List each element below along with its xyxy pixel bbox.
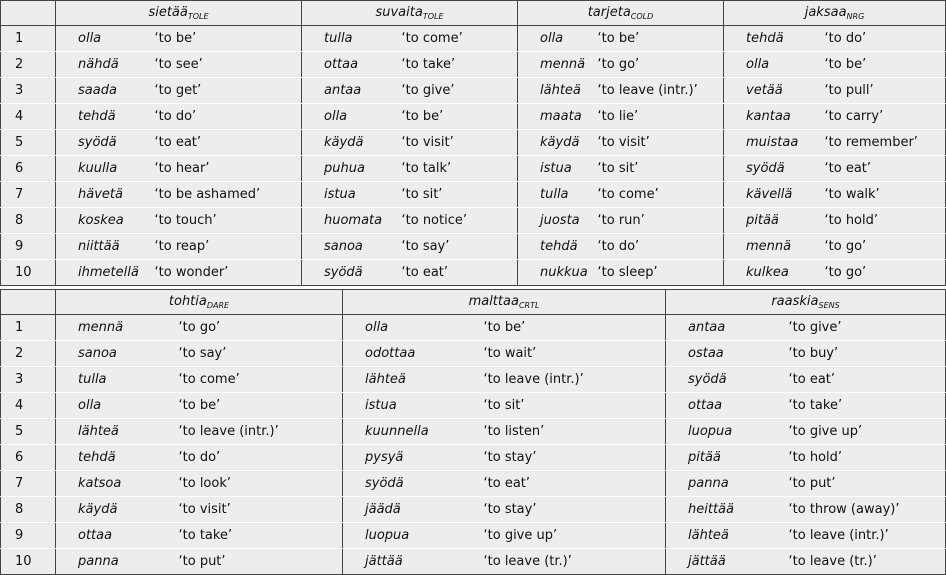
row-number: 7	[1, 182, 56, 208]
row-number: 2	[1, 52, 56, 78]
row-number: 10	[1, 549, 56, 575]
table-row	[1, 445, 946, 471]
finnish-verb: istua	[518, 156, 598, 182]
english-gloss: ‘to pull’	[825, 78, 946, 104]
finnish-verb: koskea	[56, 208, 155, 234]
english-gloss: ‘to go’	[825, 234, 946, 260]
finnish-verb: pitää	[666, 445, 789, 471]
finnish-verb: jättää	[343, 549, 484, 575]
table-row	[1, 523, 946, 549]
english-gloss: ‘to say’	[402, 234, 518, 260]
finnish-verb: ottaa	[666, 393, 789, 419]
finnish-verb: tehdä	[56, 104, 155, 130]
finnish-verb: niittää	[56, 234, 155, 260]
finnish-verb: mennä	[724, 234, 825, 260]
row-number: 9	[1, 523, 56, 549]
english-gloss: ‘to take’	[402, 52, 518, 78]
english-gloss: ‘to talk’	[402, 156, 518, 182]
english-gloss: ‘to do’	[825, 26, 946, 52]
english-gloss: ‘to come’	[598, 182, 724, 208]
english-gloss: ‘to come’	[179, 367, 343, 393]
row-number: 5	[1, 419, 56, 445]
finnish-verb: istua	[302, 182, 402, 208]
english-gloss: ‘to give’	[402, 78, 518, 104]
finnish-verb: tehdä	[56, 445, 179, 471]
english-gloss: ‘to notice’	[402, 208, 518, 234]
english-gloss: ‘to carry’	[825, 104, 946, 130]
row-number: 7	[1, 471, 56, 497]
english-gloss: ‘to hold’	[789, 445, 946, 471]
bottom-verb-table	[0, 289, 946, 575]
english-gloss: ‘to leave (intr.)’	[484, 367, 666, 393]
table-row	[1, 130, 946, 156]
column-header-raaskia: raaskia$_{SENS}$	[666, 290, 946, 315]
finnish-verb: panna	[666, 471, 789, 497]
number-column-header	[1, 290, 56, 315]
english-gloss: ‘to be’	[598, 26, 724, 52]
row-number: 5	[1, 130, 56, 156]
finnish-verb: lähteä	[666, 523, 789, 549]
table-row	[1, 78, 946, 104]
english-gloss: ‘to sit’	[598, 156, 724, 182]
finnish-verb: olla	[518, 26, 598, 52]
finnish-verb: lähteä	[343, 367, 484, 393]
table-row	[1, 419, 946, 445]
table-row	[1, 315, 946, 341]
english-gloss: ‘to give up’	[789, 419, 946, 445]
finnish-verb: kuulla	[56, 156, 155, 182]
finnish-verb: vetää	[724, 78, 825, 104]
table-row	[1, 393, 946, 419]
english-gloss: ‘to go’	[825, 260, 946, 286]
table-row	[1, 497, 946, 523]
bottom-header-row	[1, 290, 946, 315]
finnish-verb: antaa	[302, 78, 402, 104]
number-column-header	[1, 1, 56, 26]
column-header-malttaa: malttaa$_{CRTL}$	[343, 290, 666, 315]
finnish-verb: heittää	[666, 497, 789, 523]
column-header-suvaita: suvaita$_{TOLE}$	[302, 1, 518, 26]
column-header-tarjeta: tarjeta$_{COLD}$	[518, 1, 724, 26]
row-number: 10	[1, 260, 56, 286]
row-number: 4	[1, 104, 56, 130]
english-gloss: ‘to visit’	[402, 130, 518, 156]
finnish-verb: tulla	[302, 26, 402, 52]
finnish-verb: ottaa	[56, 523, 179, 549]
english-gloss: ‘to leave (tr.)’	[484, 549, 666, 575]
english-gloss: ‘to be’	[484, 315, 666, 341]
finnish-verb: panna	[56, 549, 179, 575]
english-gloss: ‘to leave (intr.)’	[598, 78, 724, 104]
finnish-verb: huomata	[302, 208, 402, 234]
row-number: 1	[1, 315, 56, 341]
finnish-verb: luopua	[666, 419, 789, 445]
english-gloss: ‘to do’	[598, 234, 724, 260]
english-gloss: ‘to take’	[179, 523, 343, 549]
english-gloss: ‘to sleep’	[598, 260, 724, 286]
row-number: 6	[1, 445, 56, 471]
finnish-verb: nukkua	[518, 260, 598, 286]
finnish-verb: muistaa	[724, 130, 825, 156]
column-header-sietaa: sietää$_{TOLE}$	[56, 1, 302, 26]
finnish-verb: syödä	[666, 367, 789, 393]
table-row	[1, 260, 946, 286]
finnish-verb: saada	[56, 78, 155, 104]
english-gloss: ‘to go’	[179, 315, 343, 341]
finnish-verb: ostaa	[666, 341, 789, 367]
english-gloss: ‘to reap’	[155, 234, 302, 260]
finnish-verb: kantaa	[724, 104, 825, 130]
finnish-verb: mennä	[56, 315, 179, 341]
table-row	[1, 471, 946, 497]
finnish-verb: juosta	[518, 208, 598, 234]
finnish-verb: odottaa	[343, 341, 484, 367]
english-gloss: ‘to throw (away)’	[789, 497, 946, 523]
finnish-verb: jäädä	[343, 497, 484, 523]
row-number: 8	[1, 208, 56, 234]
english-gloss: ‘to buy’	[789, 341, 946, 367]
table-row	[1, 26, 946, 52]
row-number: 2	[1, 341, 56, 367]
table-row	[1, 341, 946, 367]
english-gloss: ‘to run’	[598, 208, 724, 234]
table-row	[1, 208, 946, 234]
row-number: 3	[1, 367, 56, 393]
english-gloss: ‘to see’	[155, 52, 302, 78]
english-gloss: ‘to be ashamed’	[155, 182, 302, 208]
finnish-verb: käydä	[302, 130, 402, 156]
english-gloss: ‘to wait’	[484, 341, 666, 367]
table-row	[1, 156, 946, 182]
english-gloss: ‘to touch’	[155, 208, 302, 234]
finnish-verb: kävellä	[724, 182, 825, 208]
english-gloss: ‘to come’	[402, 26, 518, 52]
finnish-verb: tehdä	[518, 234, 598, 260]
english-gloss: ‘to get’	[155, 78, 302, 104]
english-gloss: ‘to leave (intr.)’	[179, 419, 343, 445]
english-gloss: ‘to wonder’	[155, 260, 302, 286]
english-gloss: ‘to eat’	[484, 471, 666, 497]
row-number: 3	[1, 78, 56, 104]
finnish-verb: tulla	[56, 367, 179, 393]
english-gloss: ‘to be’	[402, 104, 518, 130]
english-gloss: ‘to sit’	[484, 393, 666, 419]
row-number: 6	[1, 156, 56, 182]
english-gloss: ‘to visit’	[179, 497, 343, 523]
finnish-verb: katsoa	[56, 471, 179, 497]
finnish-verb: istua	[343, 393, 484, 419]
finnish-verb: kulkea	[724, 260, 825, 286]
english-gloss: ‘to go’	[598, 52, 724, 78]
finnish-verb: hävetä	[56, 182, 155, 208]
row-number: 9	[1, 234, 56, 260]
finnish-verb: syödä	[302, 260, 402, 286]
table-row	[1, 549, 946, 575]
english-gloss: ‘to stay’	[484, 445, 666, 471]
english-gloss: ‘to remember’	[825, 130, 946, 156]
finnish-verb: lähteä	[518, 78, 598, 104]
english-gloss: ‘to do’	[155, 104, 302, 130]
english-gloss: ‘to hear’	[155, 156, 302, 182]
row-number: 8	[1, 497, 56, 523]
finnish-verb: käydä	[518, 130, 598, 156]
finnish-verb: olla	[343, 315, 484, 341]
finnish-verb: olla	[302, 104, 402, 130]
finnish-verb: pitää	[724, 208, 825, 234]
english-gloss: ‘to give up’	[484, 523, 666, 549]
english-gloss: ‘to give’	[789, 315, 946, 341]
english-gloss: ‘to say’	[179, 341, 343, 367]
english-gloss: ‘to take’	[789, 393, 946, 419]
english-gloss: ‘to eat’	[825, 156, 946, 182]
english-gloss: ‘to stay’	[484, 497, 666, 523]
finnish-verb: pysyä	[343, 445, 484, 471]
finnish-verb: tulla	[518, 182, 598, 208]
english-gloss: ‘to lie’	[598, 104, 724, 130]
finnish-verb: luopua	[343, 523, 484, 549]
finnish-verb: olla	[56, 26, 155, 52]
english-gloss: ‘to put’	[789, 471, 946, 497]
english-gloss: ‘to hold’	[825, 208, 946, 234]
table-row	[1, 367, 946, 393]
english-gloss: ‘to leave (tr.)’	[789, 549, 946, 575]
top-header-row	[1, 1, 946, 26]
table-row	[1, 52, 946, 78]
english-gloss: ‘to be’	[155, 26, 302, 52]
finnish-verb: olla	[56, 393, 179, 419]
finnish-verb: antaa	[666, 315, 789, 341]
english-gloss: ‘to be’	[179, 393, 343, 419]
finnish-verb: syödä	[56, 130, 155, 156]
english-gloss: ‘to sit’	[402, 182, 518, 208]
finnish-verb: puhua	[302, 156, 402, 182]
english-gloss: ‘to visit’	[598, 130, 724, 156]
english-gloss: ‘to eat’	[402, 260, 518, 286]
finnish-verb: mennä	[518, 52, 598, 78]
finnish-verb: syödä	[724, 156, 825, 182]
finnish-verb: tehdä	[724, 26, 825, 52]
row-number: 4	[1, 393, 56, 419]
table-row	[1, 104, 946, 130]
english-gloss: ‘to leave (intr.)’	[789, 523, 946, 549]
column-header-jaksaa: jaksaa$_{NRG}$	[724, 1, 946, 26]
english-gloss: ‘to do’	[179, 445, 343, 471]
row-number: 1	[1, 26, 56, 52]
english-gloss: ‘to eat’	[155, 130, 302, 156]
finnish-verb: ottaa	[302, 52, 402, 78]
finnish-verb: sanoa	[302, 234, 402, 260]
finnish-verb: kuunnella	[343, 419, 484, 445]
english-gloss: ‘to look’	[179, 471, 343, 497]
english-gloss: ‘to walk’	[825, 182, 946, 208]
finnish-verb: käydä	[56, 497, 179, 523]
finnish-verb: nähdä	[56, 52, 155, 78]
finnish-verb: ihmetellä	[56, 260, 155, 286]
finnish-verb: lähteä	[56, 419, 179, 445]
top-verb-table	[0, 0, 946, 286]
finnish-verb: jättää	[666, 549, 789, 575]
finnish-verb: syödä	[343, 471, 484, 497]
english-gloss: ‘to eat’	[789, 367, 946, 393]
english-gloss: ‘to listen’	[484, 419, 666, 445]
table-row	[1, 234, 946, 260]
finnish-verb: sanoa	[56, 341, 179, 367]
column-header-tohtia: tohtia$_{DARE}$	[56, 290, 343, 315]
table-row	[1, 182, 946, 208]
finnish-verb: olla	[724, 52, 825, 78]
english-gloss: ‘to put’	[179, 549, 343, 575]
english-gloss: ‘to be’	[825, 52, 946, 78]
finnish-verb: maata	[518, 104, 598, 130]
